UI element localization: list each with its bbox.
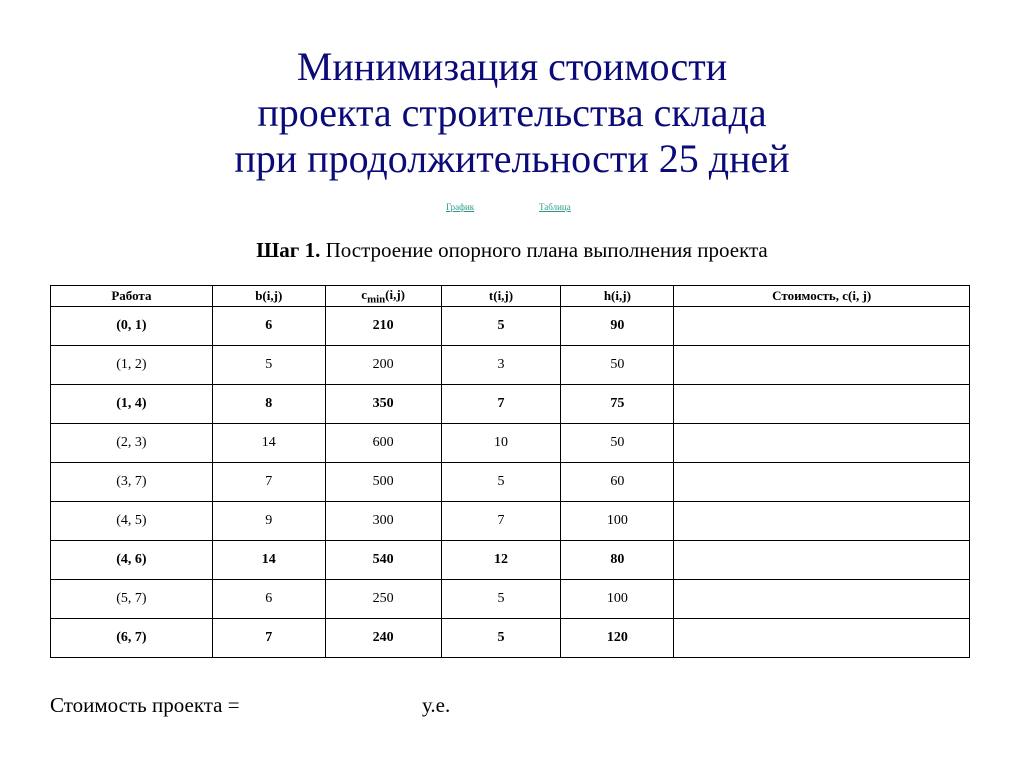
plan-table xyxy=(50,285,970,658)
header-cost: Стоимость, c(i, j) xyxy=(674,286,970,307)
cell-h: 50 xyxy=(561,346,674,385)
table-row xyxy=(51,580,970,619)
title-line-1: Минимизация стоимости xyxy=(296,44,728,89)
cell-cost[interactable] xyxy=(674,541,970,580)
cell-c: 250 xyxy=(325,580,441,619)
header-c-prefix: c xyxy=(361,286,368,302)
cell-cost[interactable] xyxy=(674,424,970,463)
table-row xyxy=(51,502,970,541)
cell-c: 350 xyxy=(325,385,441,424)
graph-link[interactable]: График xyxy=(446,202,475,212)
cell-t: 5 xyxy=(441,580,561,619)
table-header-row xyxy=(51,286,970,307)
cell-cost[interactable] xyxy=(674,307,970,346)
header-b: b(i,j) xyxy=(212,286,325,307)
header-work: Работа xyxy=(51,286,213,307)
cell-cost[interactable] xyxy=(674,580,970,619)
cell-work: (3, 7) xyxy=(51,463,213,502)
cell-c: 600 xyxy=(325,424,441,463)
cell-work: (1, 4) xyxy=(51,385,213,424)
cell-t: 5 xyxy=(441,619,561,658)
cell-t: 7 xyxy=(441,502,561,541)
header-cmin xyxy=(325,286,441,307)
cell-t: 7 xyxy=(441,385,561,424)
table-row xyxy=(51,424,970,463)
cell-h: 100 xyxy=(561,580,674,619)
table-row xyxy=(51,346,970,385)
header-c-sub: min xyxy=(367,293,386,306)
cell-c: 210 xyxy=(325,307,441,346)
cell-cost[interactable] xyxy=(674,346,970,385)
cell-work: (4, 6) xyxy=(51,541,213,580)
table-row xyxy=(51,385,970,424)
cell-h: 120 xyxy=(561,619,674,658)
cell-t: 5 xyxy=(441,307,561,346)
cell-b: 14 xyxy=(212,541,325,580)
table-row xyxy=(51,619,970,658)
cell-cost[interactable] xyxy=(674,385,970,424)
cell-work: (0, 1) xyxy=(51,307,213,346)
table-link[interactable]: Таблица xyxy=(539,202,571,212)
cell-h: 80 xyxy=(561,541,674,580)
cell-h: 75 xyxy=(561,385,674,424)
cell-b: 5 xyxy=(212,346,325,385)
cell-cost[interactable] xyxy=(674,502,970,541)
step-text: Построение опорного плана выполнения проекта xyxy=(320,238,768,262)
cell-work: (5, 7) xyxy=(51,580,213,619)
nav-links xyxy=(0,202,1024,216)
cell-b: 7 xyxy=(212,463,325,502)
cell-c: 240 xyxy=(325,619,441,658)
cell-h: 90 xyxy=(561,307,674,346)
cell-work: (6, 7) xyxy=(51,619,213,658)
cell-c: 540 xyxy=(325,541,441,580)
table-row xyxy=(51,463,970,502)
cell-t: 5 xyxy=(441,463,561,502)
header-h: h(i,j) xyxy=(561,286,674,307)
cell-h: 50 xyxy=(561,424,674,463)
cell-t: 12 xyxy=(441,541,561,580)
table-body xyxy=(51,307,970,658)
header-t: t(i,j) xyxy=(441,286,561,307)
cell-t: 10 xyxy=(441,424,561,463)
page-title xyxy=(0,44,1024,182)
cell-b: 14 xyxy=(212,424,325,463)
cell-b: 6 xyxy=(212,307,325,346)
header-c-suffix: (i,j) xyxy=(385,286,405,302)
cell-b: 6 xyxy=(212,580,325,619)
table-row xyxy=(51,541,970,580)
cell-work: (4, 5) xyxy=(51,502,213,541)
step-label: Шаг 1. xyxy=(256,238,321,262)
title-line-3: при продолжительности 25 дней xyxy=(234,136,790,181)
step-heading xyxy=(0,238,1024,263)
cell-b: 8 xyxy=(212,385,325,424)
cell-cost[interactable] xyxy=(674,619,970,658)
project-cost-unit: у.е. xyxy=(422,693,451,717)
cell-c: 500 xyxy=(325,463,441,502)
cell-b: 7 xyxy=(212,619,325,658)
cell-b: 9 xyxy=(212,502,325,541)
cell-c: 300 xyxy=(325,502,441,541)
cell-work: (1, 2) xyxy=(51,346,213,385)
project-cost-label: Стоимость проекта = xyxy=(50,693,240,717)
cell-h: 100 xyxy=(561,502,674,541)
table-row xyxy=(51,307,970,346)
title-line-2: проекта строительства склада xyxy=(257,90,767,135)
cell-t: 3 xyxy=(441,346,561,385)
project-cost-line xyxy=(50,693,610,723)
cell-cost[interactable] xyxy=(674,463,970,502)
cell-c: 200 xyxy=(325,346,441,385)
cell-work: (2, 3) xyxy=(51,424,213,463)
cell-h: 60 xyxy=(561,463,674,502)
